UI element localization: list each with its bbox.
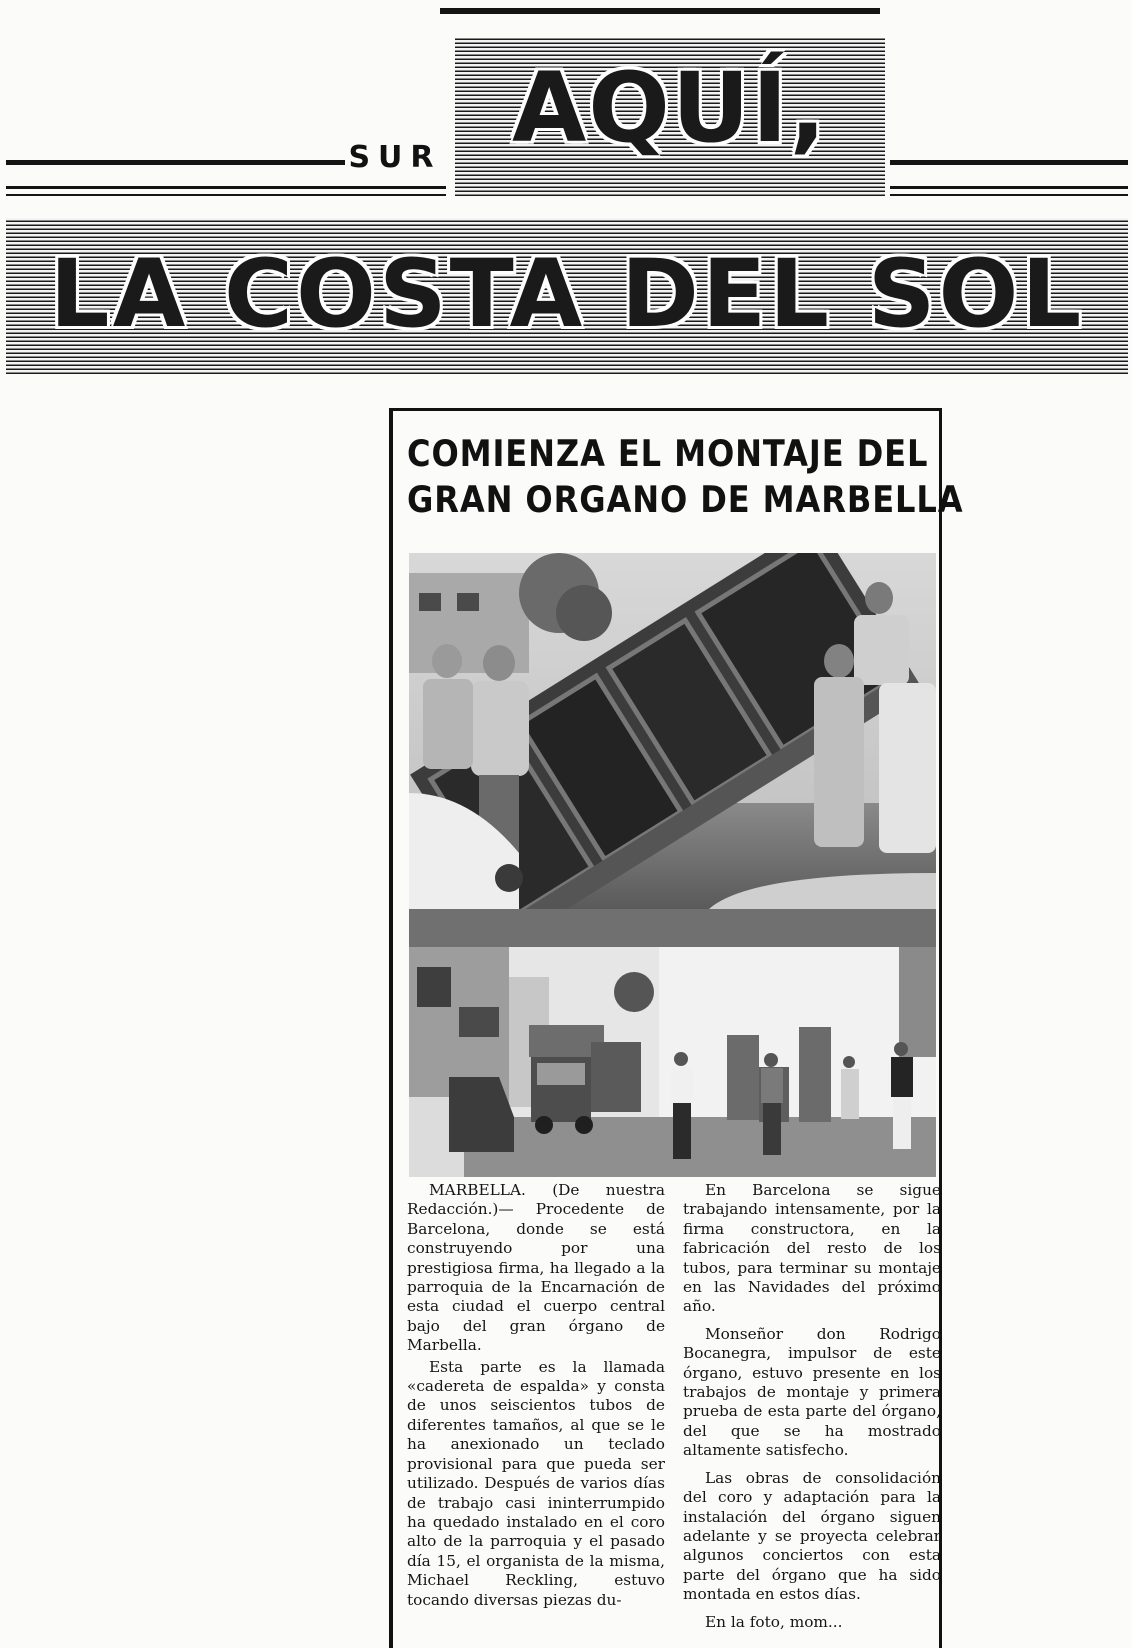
article-column-right — [683, 1181, 941, 1632]
masthead-rule-right-1 — [890, 160, 1128, 165]
masthead-kicker: AQUÍ, — [511, 52, 829, 164]
article-paragraph: En Barcelona se sigue trabajando intensamente, por la firma constructora, en la fabricación del resto de los tubos, para terminar su montaje en las Navidades del próximo año. — [683, 1181, 941, 1316]
photo-street-truck-image — [409, 947, 936, 1177]
masthead-title-band — [6, 218, 1128, 374]
masthead-kicker-band — [455, 38, 885, 196]
article-paragraph: Monseñor don Rodrigo Bocanegra, impulsor de este órgano, estuvo presente en los trabajos de montaje y primera prueba de esta parte del órgano, del que se ha mostrado altamente satisfecho. — [683, 1324, 941, 1460]
article-photo-street-truck — [409, 947, 936, 1177]
masthead-rule-right-2 — [890, 186, 1128, 189]
headline-line-2: GRAN ORGANO DE MARBELLA — [407, 478, 964, 521]
photo-separator — [409, 909, 936, 947]
article-paragraph: En la foto, mom... — [705, 1612, 843, 1631]
article-column-left — [407, 1181, 665, 1610]
masthead-rule-left-2 — [6, 186, 446, 189]
article-paragraph: Esta parte es la llamada «cadereta de espalda» y consta de unos seiscientos tubos de diferentes tamaños, al que se le ha anexionado un teclado provisional para que pueda ser utilizado. Después de varios días de trabajo casi ininterrumpido ha quedado instalado en el coro alto de la parroquia y el pasado día 15, el organista de la misma, Michael Reckling, estuvo tocando diversas piezas du- — [407, 1357, 665, 1609]
article-photo-organ-case — [409, 553, 936, 909]
masthead-rule-right-3 — [890, 194, 1128, 196]
masthead-rule-top — [440, 8, 880, 14]
article — [389, 408, 964, 1648]
article-paragraph: MARBELLA. (De nuestra Redacción.)— Procedente de Barcelona, donde se está construyendo por una prestigiosa firma, ha llegado a la parroquia de la Encarnación de esta ciudad el cuerpo central bajo del gran órgano de Marbella. — [407, 1181, 665, 1355]
masthead-title: LA COSTA DEL SOL — [49, 240, 1085, 349]
headline-line-1: COMIENZA EL MONTAJE DEL — [407, 432, 929, 475]
photo-organ-case-image — [409, 553, 936, 909]
article-headline — [407, 431, 964, 523]
article-paragraph: Las obras de consolidación del coro y adaptación para la instalación del órgano siguen adelante y se proyecta celebrar algunos conciertos con esta parte del órgano que ha sido montada en estos días. — [683, 1468, 941, 1604]
masthead-rule-left-1 — [6, 160, 346, 165]
publication-name: SUR — [345, 143, 445, 173]
masthead-rule-left-3 — [6, 194, 446, 196]
